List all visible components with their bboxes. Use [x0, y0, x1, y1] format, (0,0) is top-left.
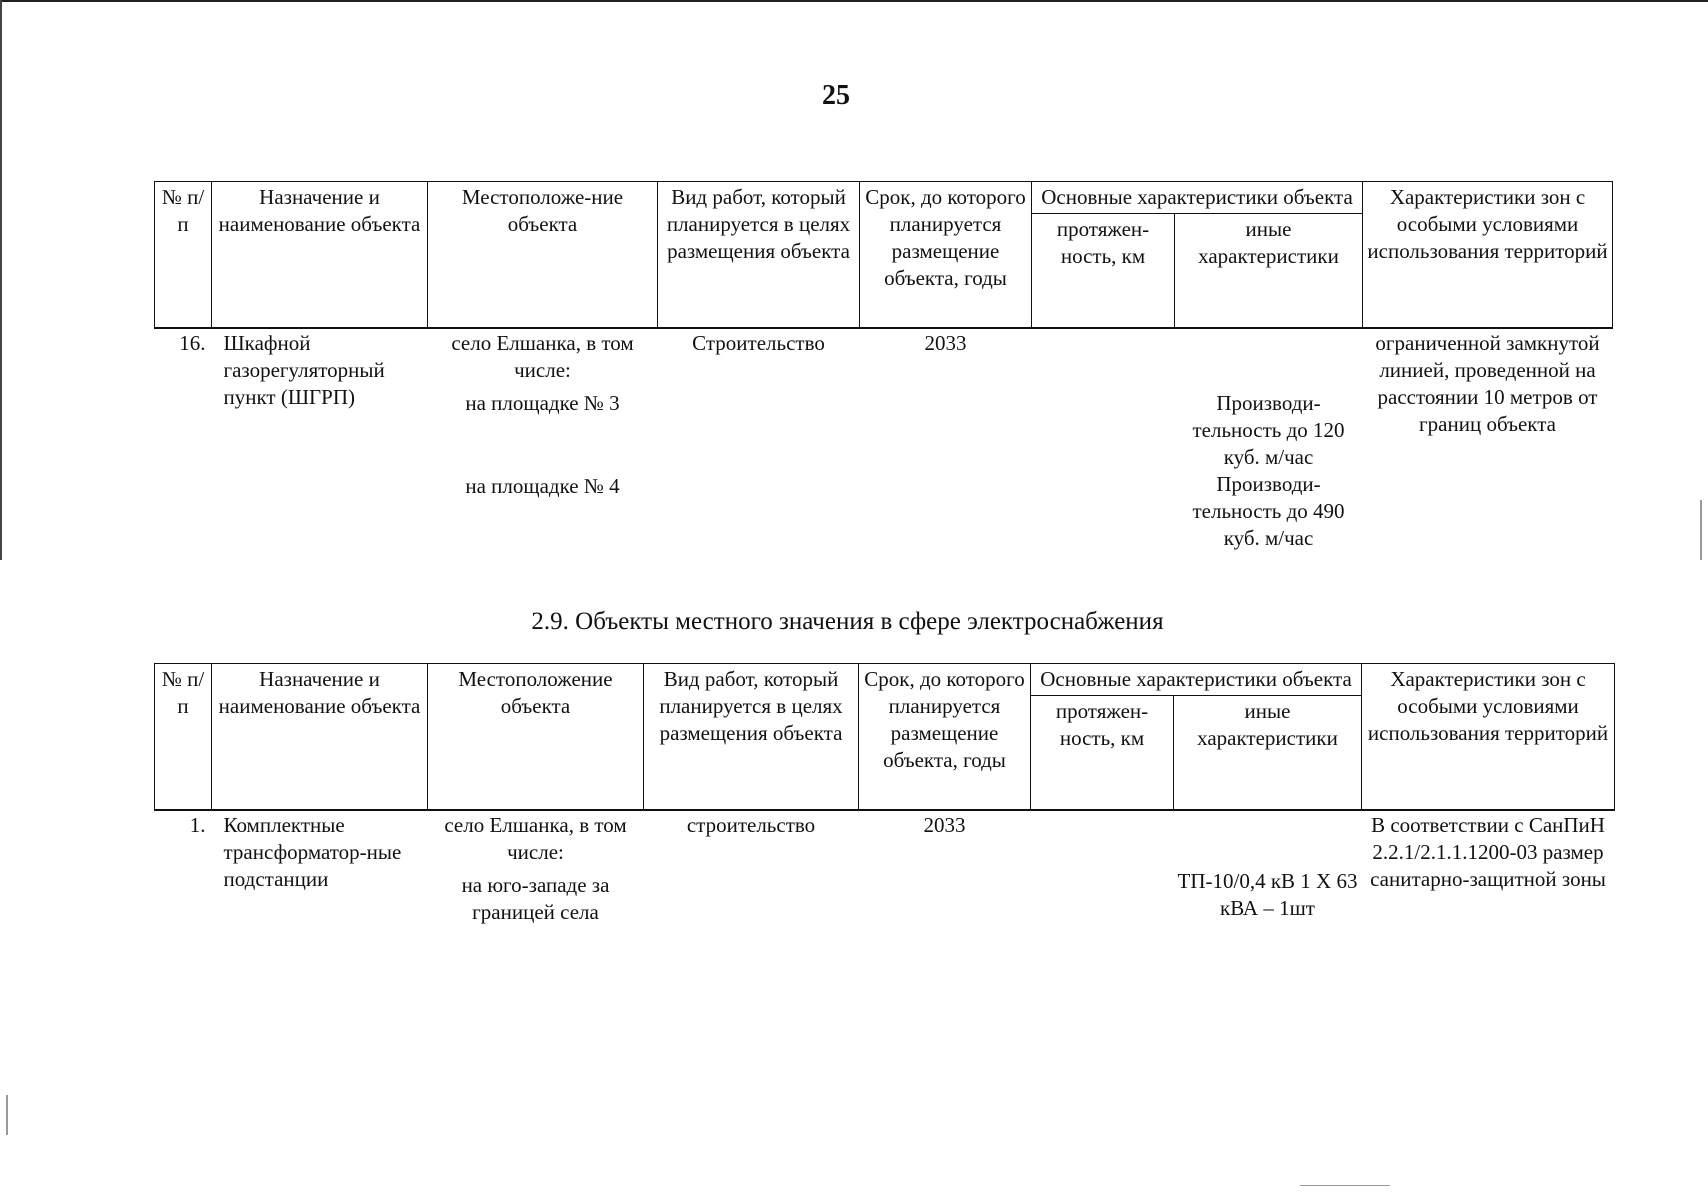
term-year: 2033: [859, 810, 1031, 928]
page-number: 25: [822, 80, 850, 111]
object-name: Шкафной газорегуляторный пункт (ШГРП): [212, 328, 428, 554]
location-southwest: на юго-западе за границей села: [461, 872, 610, 924]
col-header-name: Назначение и наименование объекта: [212, 664, 428, 810]
col-header-num: № п/п: [155, 182, 212, 328]
capacity-site-4: Производи-тельность до 490 куб. м/час: [1192, 471, 1345, 550]
page-top-border: [0, 0, 1708, 2]
work-type: строительство: [644, 810, 859, 928]
power-objects-table: [154, 663, 1615, 928]
row-number: 16.: [155, 328, 212, 554]
col-header-length: протяжен-ность, км: [1032, 214, 1175, 328]
location-main: село Елшанка, в том числе:: [451, 330, 634, 382]
col-header-location: Местоположе-ние объекта: [428, 182, 658, 328]
col-header-other-characteristics: иные характеристики: [1174, 696, 1362, 810]
capacity-site-3: Производи-тельность до 120 куб. м/час: [1192, 390, 1345, 469]
term-year: 2033: [860, 328, 1032, 554]
object-location: [428, 810, 644, 928]
length-km: [1031, 810, 1174, 928]
location-main: село Елшанка, в том числе:: [444, 812, 627, 864]
col-header-zones: Характеристики зон с особыми условиями использования территорий: [1362, 664, 1615, 810]
row-number: 1.: [155, 810, 212, 928]
col-header-work-type: Вид работ, который планируется в целях размещения объекта: [658, 182, 860, 328]
col-header-name: Назначение и наименование объекта: [212, 182, 428, 328]
col-header-main-characteristics: Основные характеристики объекта: [1031, 664, 1362, 696]
scan-speck: [1300, 1185, 1390, 1186]
other-characteristics: [1175, 328, 1363, 554]
col-header-main-characteristics: Основные характеристики объекта: [1032, 182, 1363, 214]
col-header-length: протяжен-ность, км: [1031, 696, 1174, 810]
scan-speck: [1700, 500, 1702, 560]
col-header-num: № п/п: [155, 664, 212, 810]
col-header-work-type: Вид работ, который планируется в целях размещения объекта: [644, 664, 859, 810]
object-location: [428, 328, 658, 554]
other-characteristics: [1174, 810, 1362, 928]
col-header-zones: Характеристики зон с особыми условиями использования территорий: [1363, 182, 1613, 328]
col-header-other-characteristics: иные характеристики: [1175, 214, 1363, 328]
zone-characteristics: ограниченной замкнутой линией, проведенной на расстоянии 10 метров от границ объекта: [1363, 328, 1613, 554]
work-type: Строительство: [658, 328, 860, 554]
scan-speck: [6, 1095, 8, 1135]
length-km: [1032, 328, 1175, 554]
section-title: 2.9. Объекты местного значения в сфере электроснабжения: [531, 608, 1164, 635]
transformer-spec: ТП-10/0,4 кВ 1 Х 63 кВА – 1шт: [1177, 868, 1358, 920]
col-header-term: Срок, до которого планируется размещение объекта, годы: [859, 664, 1031, 810]
col-header-location: Местоположение объекта: [428, 664, 644, 810]
gas-objects-table: [154, 181, 1613, 554]
location-site-3: на площадке № 3: [465, 390, 620, 415]
object-name: Комплектные трансформатор-ные подстанции: [212, 810, 428, 928]
col-header-term: Срок, до которого планируется размещение объекта, годы: [860, 182, 1032, 328]
location-site-4: на площадке № 4: [465, 473, 620, 498]
zone-characteristics: В соответствии с СанПиН 2.2.1/2.1.1.1200-03 размер санитарно-защитной зоны: [1362, 810, 1615, 928]
